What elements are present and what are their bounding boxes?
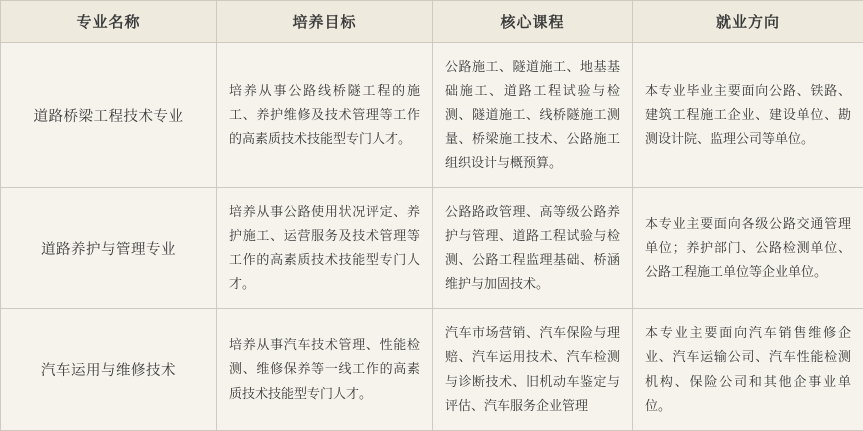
cell-employment: 本专业主要面向汽车销售维修企业、汽车运输公司、汽车性能检测机构、保险公司和其他企事业单位。	[633, 309, 863, 430]
cell-major-name: 汽车运用与维修技术	[1, 309, 217, 430]
column-header-employment: 就业方向	[633, 1, 863, 43]
column-header-major-name: 专业名称	[1, 1, 217, 43]
cell-major-name: 道路桥梁工程技术专业	[1, 43, 217, 188]
column-header-training-goal: 培养目标	[217, 1, 433, 43]
cell-core-courses: 公路路政管理、高等级公路养护与管理、道路工程试验与检测、公路工程监理基础、桥涵维护与加固技术。	[433, 188, 633, 309]
table-row	[1, 188, 863, 309]
cell-training-goal: 培养从事公路使用状况评定、养护施工、运营服务及技术管理等工作的高素质技术技能型专门人才。	[217, 188, 433, 309]
cell-core-courses: 汽车市场营销、汽车保险与理赔、汽车运用技术、汽车检测与诊断技术、旧机动车鉴定与评估、汽车服务企业管理	[433, 309, 633, 430]
cell-core-courses: 公路施工、隧道施工、地基基础施工、道路工程试验与检测、隧道施工、线桥隧施工测量、桥梁施工技术、公路施工组织设计与概预算。	[433, 43, 633, 188]
cell-employment: 本专业毕业主要面向公路、铁路、建筑工程施工企业、建设单位、勘测设计院、监理公司等单位。	[633, 43, 863, 188]
column-header-core-courses: 核心课程	[433, 1, 633, 43]
table-header-row	[1, 1, 863, 43]
cell-major-name: 道路养护与管理专业	[1, 188, 217, 309]
cell-employment: 本专业主要面向各级公路交通管理单位；养护部门、公路检测单位、公路工程施工单位等企业单位。	[633, 188, 863, 309]
cell-training-goal: 培养从事公路线桥隧工程的施工、养护维修及技术管理等工作的高素质技术技能型专门人才。	[217, 43, 433, 188]
cell-training-goal: 培养从事汽车技术管理、性能检测、维修保养等一线工作的高素质技术技能型专门人才。	[217, 309, 433, 430]
table-row	[1, 43, 863, 188]
table-row	[1, 309, 863, 430]
table-body	[1, 43, 863, 431]
table-header	[1, 1, 863, 43]
